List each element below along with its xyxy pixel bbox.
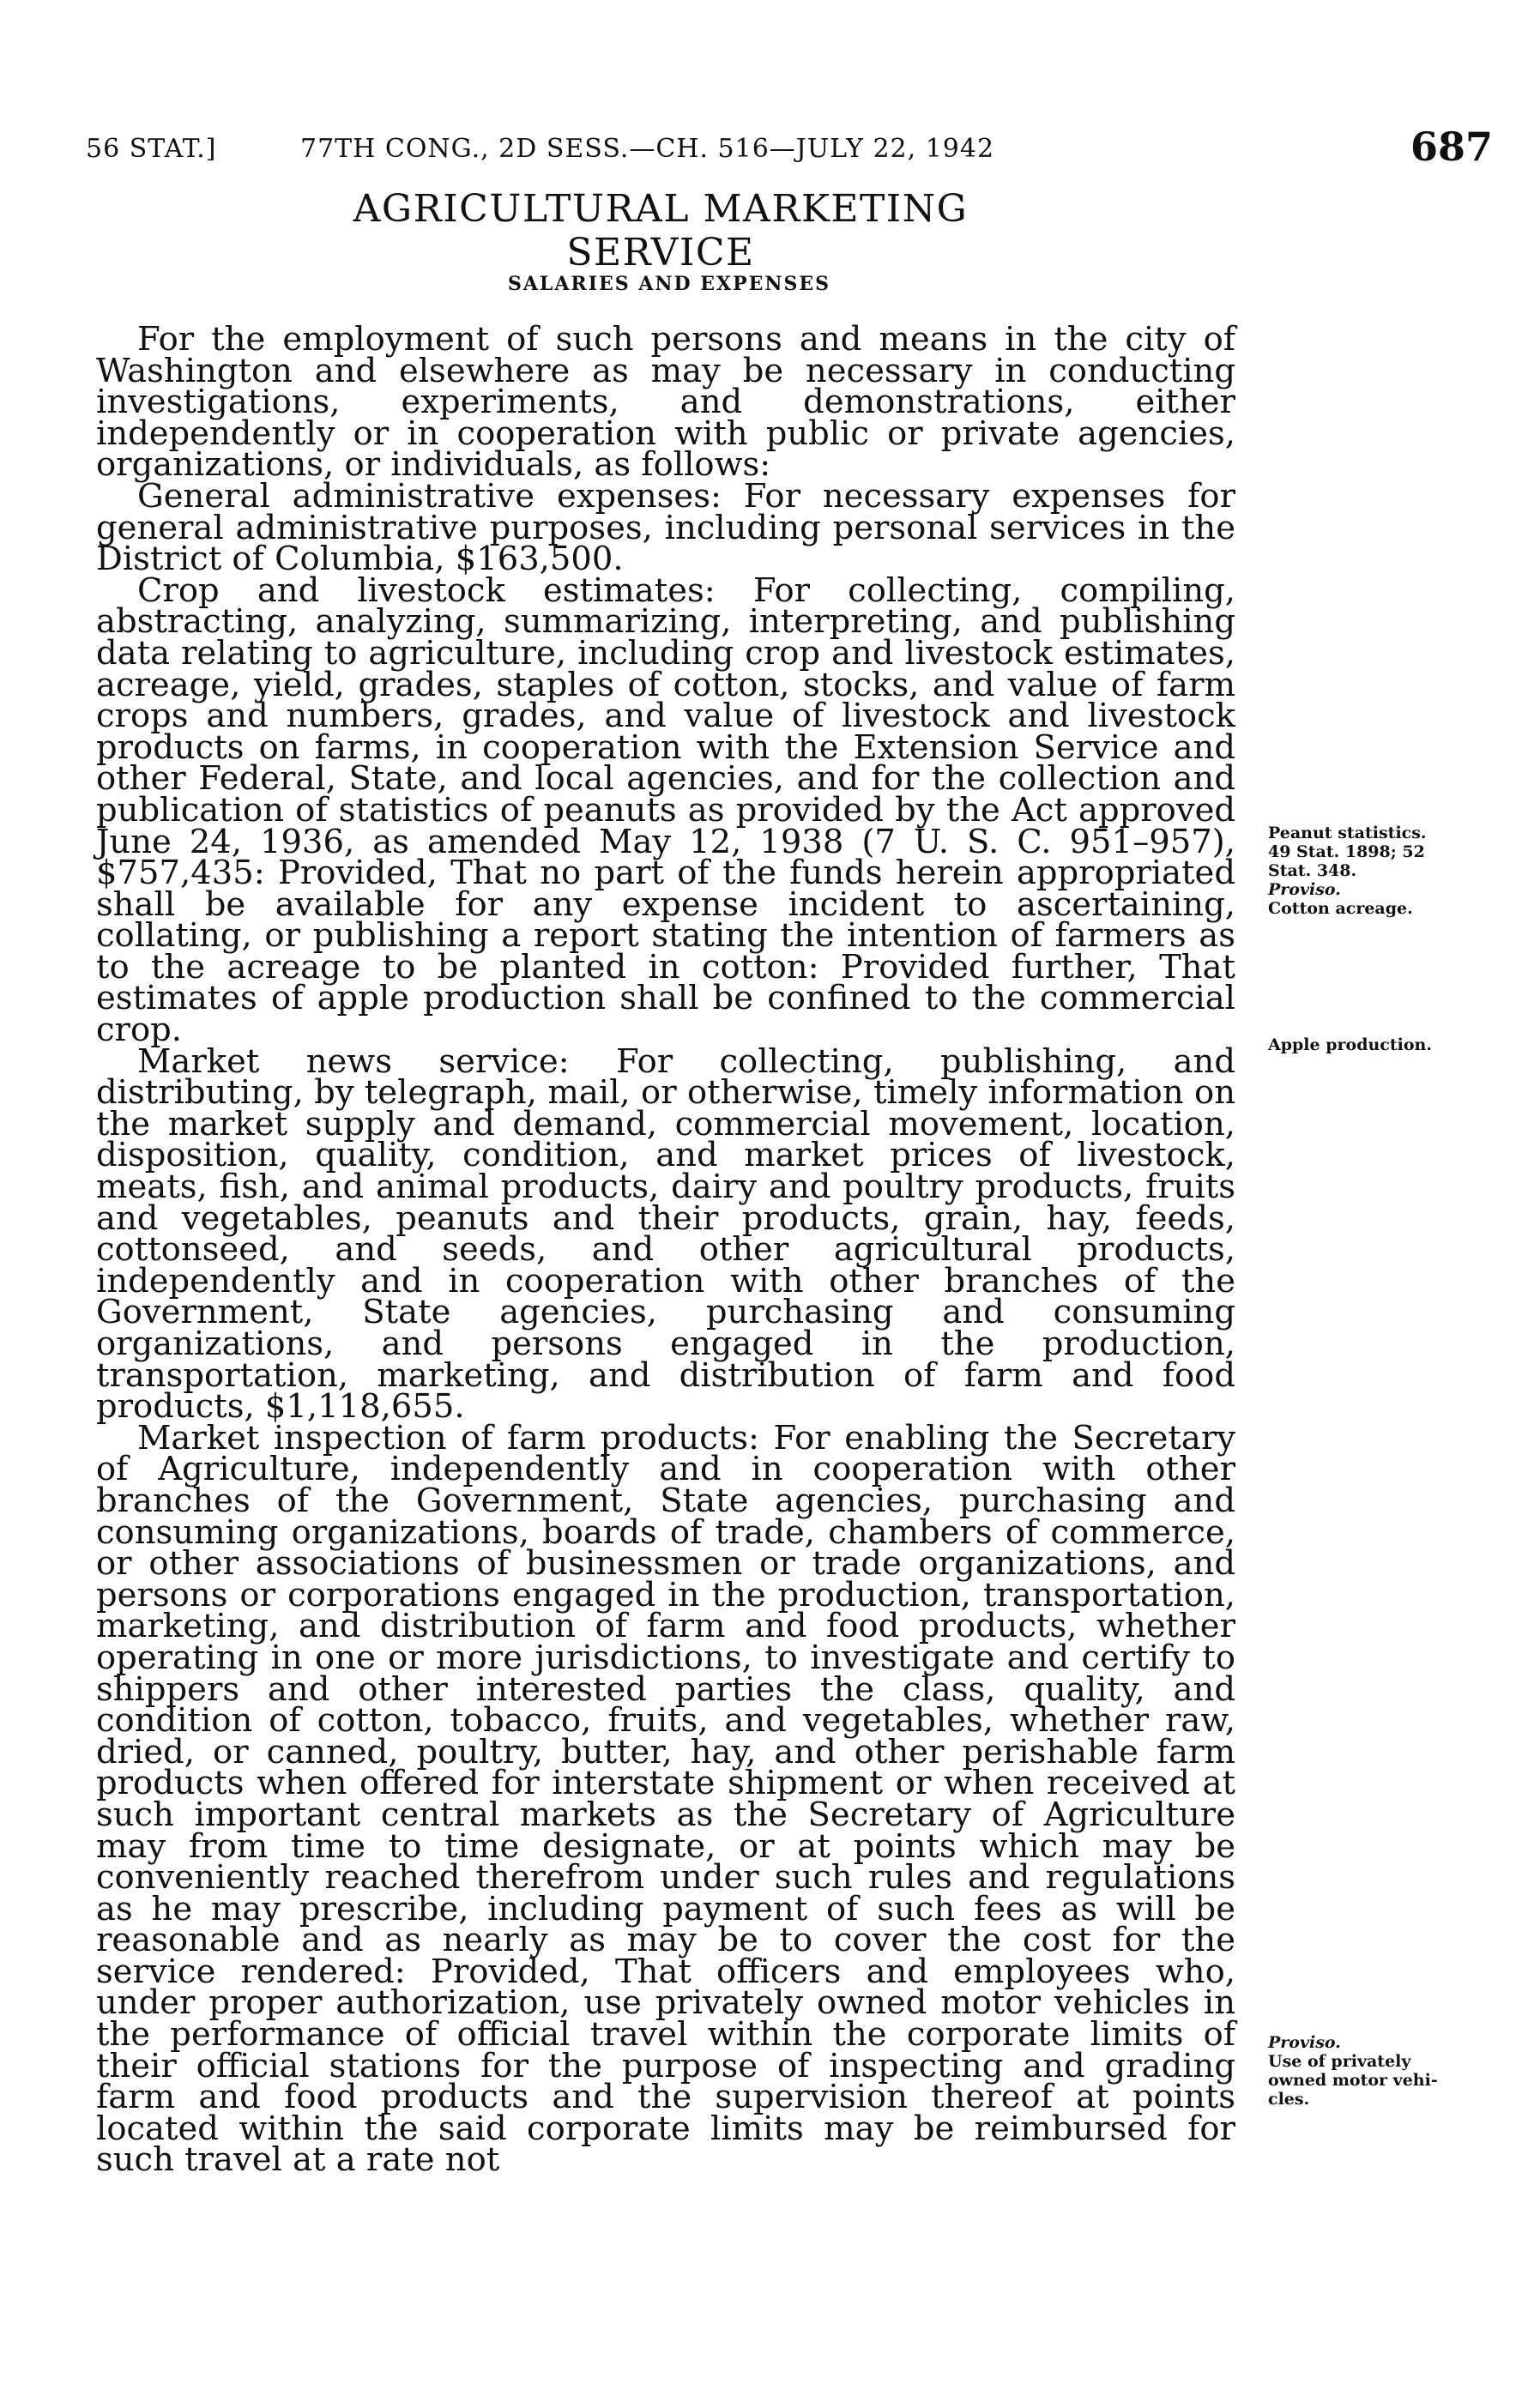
paragraph-crop-livestock: Crop and livestock estimates: For collecting, compiling, abstracting, analyzing, summarizing, interpreting, and publishing data relating to agriculture, including crop and livestock estimates, acreage, yield, grades, staples of cotton, stocks, and value of farm crops and numbers, grades, and value of livestock and livestock products on farms, in cooperation with the Extension Service and other Federal, State, and local agencies, and for the collection and publication of statistics of peanuts as provided by the Act approved June 24, 1936, as amended May 12, 1938 (7 U. S. C. 951–957), $757,435: Provided, That no part of the funds herein appropriated shall be available for any expense incident to ascertaining, collating, or publishing a report stating the intention of farmers as to the acreage to be planted in cotton: Provided further, That estimates of apple production shall be confined to the commercial crop. [96, 570, 1235, 1050]
margin-note-proviso: Proviso. [1268, 2033, 1341, 2052]
session-reference: 77TH CONG., 2D SESS.—CH. 516—JULY 22, 1942 [300, 134, 995, 164]
margin-note-heading: Apple production. [1268, 1035, 1432, 1054]
margin-note-apple-production [1268, 1035, 1500, 1054]
paragraph-intro: For the employment of such persons and means in the city of Washington and elsewhere as may be necessary in conducting investigations, experiments, and demonstrations, either independently or in cooperation with public or private agencies, organizations, or individuals, as follows: [96, 320, 1235, 485]
body-text [96, 320, 1235, 2180]
margin-note-motor-vehicles [1268, 2033, 1500, 2109]
margin-note-proviso: Proviso. [1268, 880, 1341, 899]
margin-note-citation: Stat. 348. [1268, 861, 1357, 880]
volume-reference: 56 STAT.] [86, 134, 217, 164]
margin-note-cotton-acreage: Cotton acreage. [1268, 899, 1413, 918]
margin-note-heading: Peanut statistics. [1268, 824, 1427, 842]
margin-note-peanut-statistics [1268, 824, 1500, 918]
section-subtitle: SALARIES AND EXPENSES [507, 273, 831, 295]
page-number: 687 [1410, 124, 1493, 170]
margin-note-line: cles. [1268, 2090, 1310, 2109]
margin-note-citation: 49 Stat. 1898; 52 [1268, 842, 1425, 861]
paragraph-market-news: Market news service: For collecting, publishing, and distributing, by telegraph, mail, or otherwise, timely information on the market supply and demand, commercial movement, location, disposition, quality, condition, and market prices of livestock, meats, fish, and animal products, dairy and poultry products, fruits and vegetables, peanuts and their products, grain, hay, feeds, cottonseed, and seeds, and other agricultural products, independently and in cooperation with other branches of the Government, State agencies, purchasing and consuming organizations, and persons engaged in the production, transportation, marketing, and distribution of farm and food products, $1,118,655. [96, 1041, 1235, 1427]
section-title: AGRICULTURAL MARKETING SERVICE [353, 187, 969, 275]
margin-note-line: owned motor vehi- [1268, 2071, 1438, 2090]
margin-note-line: Use of privately [1268, 2052, 1411, 2071]
paragraph-general-administrative: General administrative expenses: For necessary expenses for general administrative purposes, including personal services in the District of Columbia, $163,500. [96, 476, 1235, 579]
paragraph-market-inspection: Market inspection of farm products: For enabling the Secretary of Agriculture, independently and in cooperation with other branches of the Government, State agencies, purchasing and consuming organizations, boards of trade, chambers of commerce, or other associations of businessmen or trade organizations, and persons or corporations engaged in the production, transportation, marketing, and distribution of farm and food products, whether operating in one or more jurisdictions, to investigate and certify to shippers and other interested parties the class, quality, and condition of cotton, tobacco, fruits, and vegetables, whether raw, dried, or canned, poultry, butter, hay, and other perishable farm products when offered for interstate shipment or when received at such important central markets as the Secretary of Agriculture may from time to time designate, or at points which may be conveniently reached therefrom under such rules and regulations as he may prescribe, including payment of such fees as will be reasonable and as nearly as may be to cover the cost for the service rendered: Provided, That officers and employees who, under proper authorization, use privately owned motor vehicles in the performance of official travel within the corporate limits of their official stations for the purpose of inspecting and grading farm and food products and the supervision thereof at points located within the said corporate limits may be reimbursed for such travel at a rate not [96, 1418, 1235, 2180]
running-head [86, 124, 1493, 180]
